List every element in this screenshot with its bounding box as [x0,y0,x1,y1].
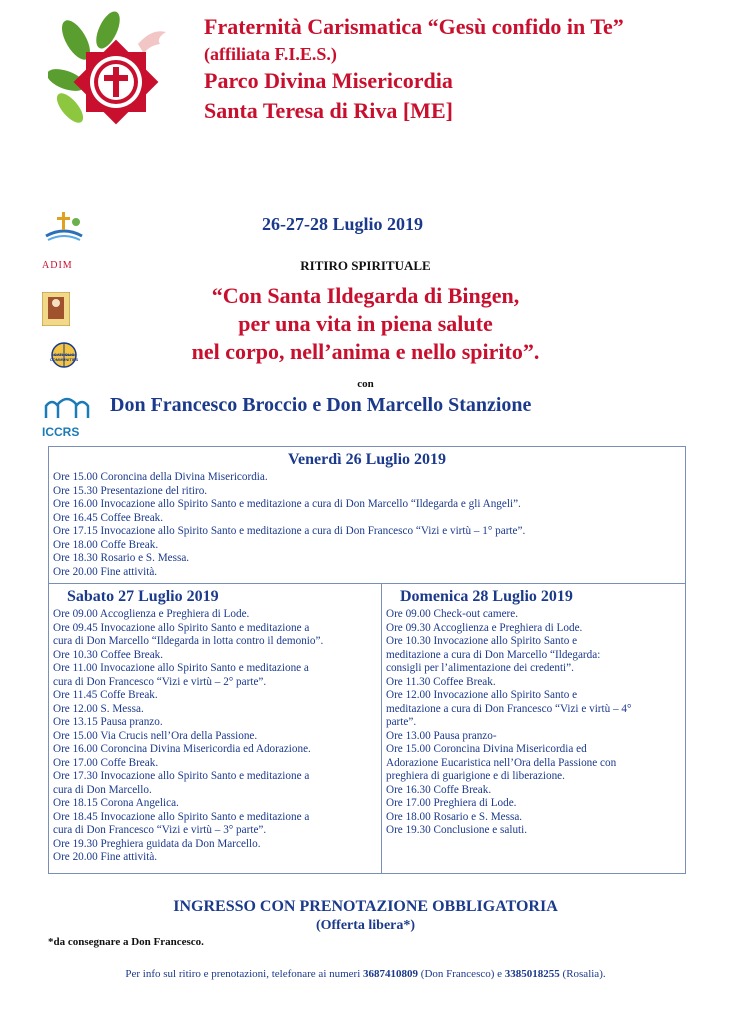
affiliation: (affiliata F.I.E.S.) [204,44,337,64]
entry-notice: INGRESSO CON PRENOTAZIONE OBBLIGATORIA [173,898,558,915]
schedule-entry: Ore 11.45 Coffe Break. [53,689,158,701]
schedule-entry: Ore 18.45 Invocazione allo Spirito Santo e meditazione a [53,810,310,823]
footnote: *da consegnare a Don Francesco. [48,936,204,948]
friday-entries [53,471,681,579]
schedule-entry: Ore 17.30 Invocazione allo Spirito Santo e meditazione a [53,770,310,782]
phone-number-1[interactable]: 3687410809 [363,968,419,980]
schedule-table [48,446,686,874]
contact-mid-2: (Rosalia). [559,968,606,980]
schedule-entry: Ore 09.00 Accoglienza e Preghiera di Lode. [53,608,250,620]
schedule-entry: Ore 09.45 Invocazione allo Spirito Santo e meditazione a [53,621,310,634]
location: Santa Teresa di Riva [ME] [204,98,453,123]
schedule-entry: meditazione a cura di Don Francesco “Vizi e virtù – 4° [386,702,632,715]
contact-mid-1: (Don Francesco) e [418,968,505,980]
weekend-columns [49,584,685,873]
schedule-entry: Ore 18.30 Rosario e S. Messa. [53,552,190,564]
con-label: con [357,378,374,390]
schedule-entry: Ore 11.00 Invocazione allo Spirito Santo e meditazione a [53,662,309,674]
schedule-entry: cura di Don Marcello. [53,783,152,796]
schedule-entry: Ore 10.30 Invocazione allo Spirito Santo e [386,635,578,647]
schedule-entry: Ore 12.00 Invocazione allo Spirito Santo e [386,689,578,701]
saturday-section [49,584,382,873]
sunday-title: Domenica 28 Luglio 2019 [400,588,573,605]
friday-section [49,447,685,584]
title-line-3: nel corpo, nell’anima e nello spirito”. [191,339,540,364]
schedule-entry: Ore 15.00 Coroncina Divina Misericordia ed [386,743,587,755]
saturday-title: Sabato 27 Luglio 2019 [67,588,219,605]
speakers: Don Francesco Broccio e Don Marcello Stanzione [110,394,532,416]
free-offer: (Offerta libera*) [315,918,416,933]
schedule-entry: Ore 17.00 Coffe Break. [53,756,159,769]
title-line-2: per una vita in piena salute [238,311,493,336]
event-dates: 26-27-28 Luglio 2019 [262,214,424,234]
phone-number-2[interactable]: 3385018255 [504,968,560,980]
iccrs-label: ICCRS [42,425,80,439]
schedule-entry: cura di Don Francesco “Vizi e virtù – 2° parte”. [53,675,267,688]
schedule-entry: Ore 16.45 Coffee Break. [53,511,164,524]
schedule-entry: Ore 16.00 Invocazione allo Spirito Santo e meditazione a cura di Don Marcello “Ildegarda e gli Angeli”. [53,498,521,510]
schedule-entry: cura di Don Francesco “Vizi e virtù – 3° parte”. [53,824,267,836]
retreat-label: RITIRO SPIRITUALE [300,258,431,273]
header-text [204,12,624,126]
schedule-entry: parte”. [386,716,417,728]
title-line-1: “Con Santa Ildegarda di Bingen, [211,283,520,308]
schedule-entry: Ore 13.00 Pausa pranzo- [386,729,497,742]
schedule-entry: Ore 15.00 Coroncina della Divina Misericordia. [53,471,268,483]
retreat-title [0,282,731,366]
schedule-entry: Ore 19.30 Conclusione e saluti. [386,824,528,836]
park-name: Parco Divina Misericordia [204,68,453,93]
friday-title: Venerdì 26 Luglio 2019 [287,451,447,468]
sunday-section [382,584,685,873]
catholic-communities-label: GATHOLIC COMMUNITIES [49,352,79,362]
iccrs-arches-icon [42,396,92,420]
fraternity-name: Fraternità Carismatica “Gesù confido in Te” [204,14,624,39]
contact-prefix: Per info sul ritiro e prenotazioni, telefonare ai numeri [125,968,364,980]
partner-logo-1 [42,208,86,244]
schedule-entry: Ore 20.00 Fine attività. [53,565,158,578]
saturday-entries [53,608,377,865]
adim-logo: ADIM [42,260,73,271]
schedule-entry: Ore 10.30 Coffee Break. [53,648,164,661]
schedule-entry: consigli per l’alimentazione dei credenti”. [386,662,574,674]
sunday-entries [386,608,681,838]
schedule-entry: Ore 12.00 S. Messa. [53,702,144,715]
schedule-entry: Ore 13.15 Pausa pranzo. [53,716,163,728]
schedule-entry: Ore 18.15 Corona Angelica. [53,797,179,809]
schedule-entry: Adorazione Eucaristica nell’Ora della Passione con [386,756,617,769]
schedule-entry: cura di Don Marcello “Ildegarda in lotta contro il demonio”. [53,635,324,647]
schedule-entry: Ore 15.30 Presentazione del ritiro. [53,484,208,497]
schedule-entry: Ore 19.30 Preghiera guidata da Don Marcello. [53,837,261,850]
schedule-entry: Ore 18.00 Coffe Break. [53,538,159,551]
fraternity-logo [48,10,178,136]
schedule-entry: Ore 17.00 Preghiera di Lode. [386,797,517,809]
schedule-entry: meditazione a cura di Don Marcello “Ildegarda: [386,648,601,661]
schedule-entry: Ore 09.30 Accoglienza e Preghiera di Lode. [386,621,583,634]
schedule-entry: preghiera di guarigione e di liberazione. [386,770,565,782]
schedule-entry: Ore 16.30 Coffe Break. [386,783,492,796]
schedule-entry: Ore 16.00 Coroncina Divina Misericordia ed Adorazione. [53,743,311,755]
schedule-entry: Ore 18.00 Rosario e S. Messa. [386,810,523,823]
schedule-entry: Ore 20.00 Fine attività. [53,851,158,863]
schedule-entry: Ore 09.00 Check-out camere. [386,608,519,620]
header [38,8,698,138]
schedule-entry: Ore 17.15 Invocazione allo Spirito Santo e meditazione a cura di Don Francesco “Vizi e virtù – 1° parte”. [53,525,526,537]
schedule-entry: Ore 15.00 Via Crucis nell’Ora della Passione. [53,729,258,742]
schedule-entry: Ore 11.30 Coffee Break. [386,675,496,688]
iccrs-logo [42,396,92,439]
contact-info [0,968,731,980]
